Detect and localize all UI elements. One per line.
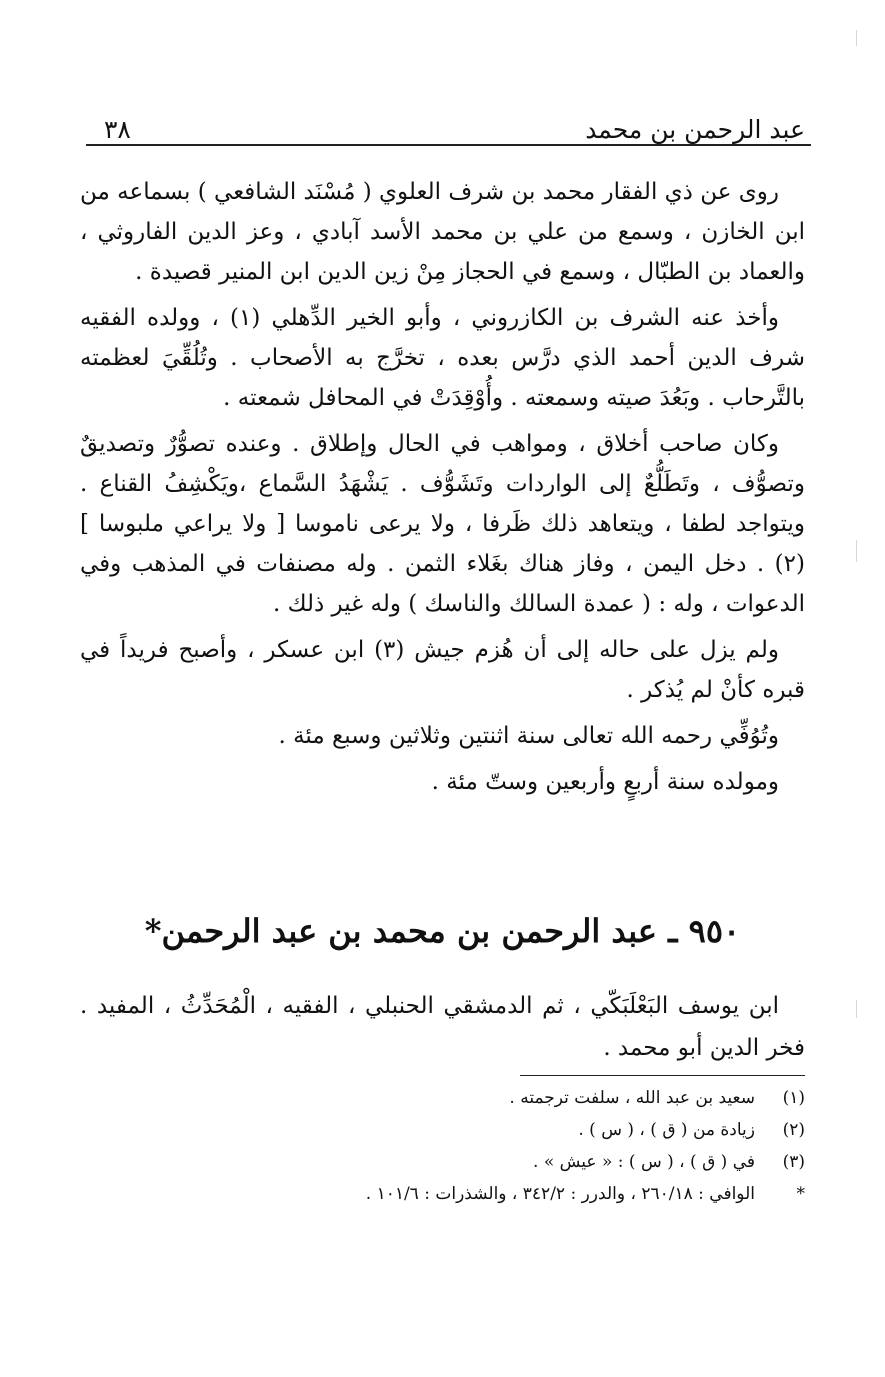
- paragraph-death-date: وتُوُفِّي رحمه الله تعالى سنة اثنتين وثلاثين وسبع مئة .: [278, 723, 779, 749]
- running-title: عبد الرحمن بن محمد: [585, 115, 805, 144]
- footnote-3: [80, 1146, 805, 1178]
- footnote-sources: [80, 1178, 805, 1210]
- entry-body: [80, 985, 805, 1069]
- paragraph-character: وكان صاحب أخلاق ، ومواهب في الحال وإطلاق . وعنده تصوُّرٌ وتصديقٌ وتصوُّف ، وتَطَلُّعٌ إلى الواردات وتَشَوُّف . يَشْهَدُ السَّماع ،ويَكْشِفُ القناع . ويتواجد لطفا ، ويتعاهد ذلك ظَرفا ، ولا يرعى ناموسا [ ولا يراعي ملبوسا ] (٢) . دخل اليمن ، وفاز هناك بغَلاء الثمن . وله مصنفات في المذهب وفي الدعوات ، وله : ( عمدة السالك والناسك ) وله غير ذلك .: [80, 431, 805, 617]
- page-number: ٣٨: [104, 115, 131, 144]
- footnote-text: في ( ق ) ، ( س ) : « عيش » .: [533, 1152, 755, 1172]
- footnote-2: [80, 1114, 805, 1146]
- main-text: [80, 172, 805, 808]
- footnote-mark: *: [796, 1184, 805, 1204]
- entry-paragraph: ابن يوسف البَعْلَبَكّي ، ثم الدمشقي الحنبلي ، الفقيه ، الْمُحَدِّثُ ، المفيد . فخر الدين أبو محمد .: [80, 993, 805, 1061]
- header-rule: [86, 144, 811, 146]
- footnote-text: سعيد بن عبد الله ، سلفت ترجمته .: [509, 1088, 755, 1108]
- footnote-mark: (١): [782, 1088, 805, 1108]
- footnote-text: الوافي : ٢٦٠/١٨ ، والدرر : ٣٤٢/٢ ، والشذرات : ١٠١/٦ .: [365, 1184, 755, 1204]
- entry-heading: ٩٥٠ ـ عبد الرحمن بن محمد بن عبد الرحمن*: [144, 912, 741, 950]
- footnote-text: زيادة من ( ق ) ، ( س ) .: [578, 1120, 755, 1140]
- footnote-mark: (٣): [782, 1152, 805, 1172]
- running-header: [104, 104, 805, 144]
- footnote-mark: (٢): [782, 1120, 805, 1140]
- paragraph-end-of-life: ولم يزل على حاله إلى أن هُزم جيش (٣) ابن عسكر ، وأصبح فريداً في قبره كأنْ لم يُذكر .: [80, 637, 805, 703]
- scan-artifact: [856, 1000, 857, 1018]
- footnotes: [80, 1082, 805, 1210]
- paragraph-narrators: روى عن ذي الفقار محمد بن شرف العلوي ( مُسْنَد الشافعي ) بسماعه من ابن الخازن ، وسمع من علي بن محمد الأسد آبادي ، وعز الدين الفاروثي ، والعماد بن الطبّال ، وسمع في الحجاز مِنْ زين الدين ابن المنير قصيدة .: [80, 179, 805, 285]
- footnote-1: [80, 1082, 805, 1114]
- scan-artifact: [856, 540, 857, 562]
- footnote-rule: [520, 1075, 805, 1076]
- paragraph-students: وأخذ عنه الشرف بن الكازروني ، وأبو الخير الدِّهلي (١) ، وولده الفقيه شرف الدين أحمد الذي درَّس بعده ، تخرَّج به الأصحاب . وتُلُقِّيَ لعظمته بالتَّرحاب . وبَعُدَ صيته وسمعته . وأُوْقِدَتْ في المحافل شمعته .: [80, 305, 805, 411]
- scan-artifact: [856, 30, 857, 46]
- paragraph-birth-date: ومولده سنة أربعٍ وأربعين وستّ مئة .: [431, 769, 779, 795]
